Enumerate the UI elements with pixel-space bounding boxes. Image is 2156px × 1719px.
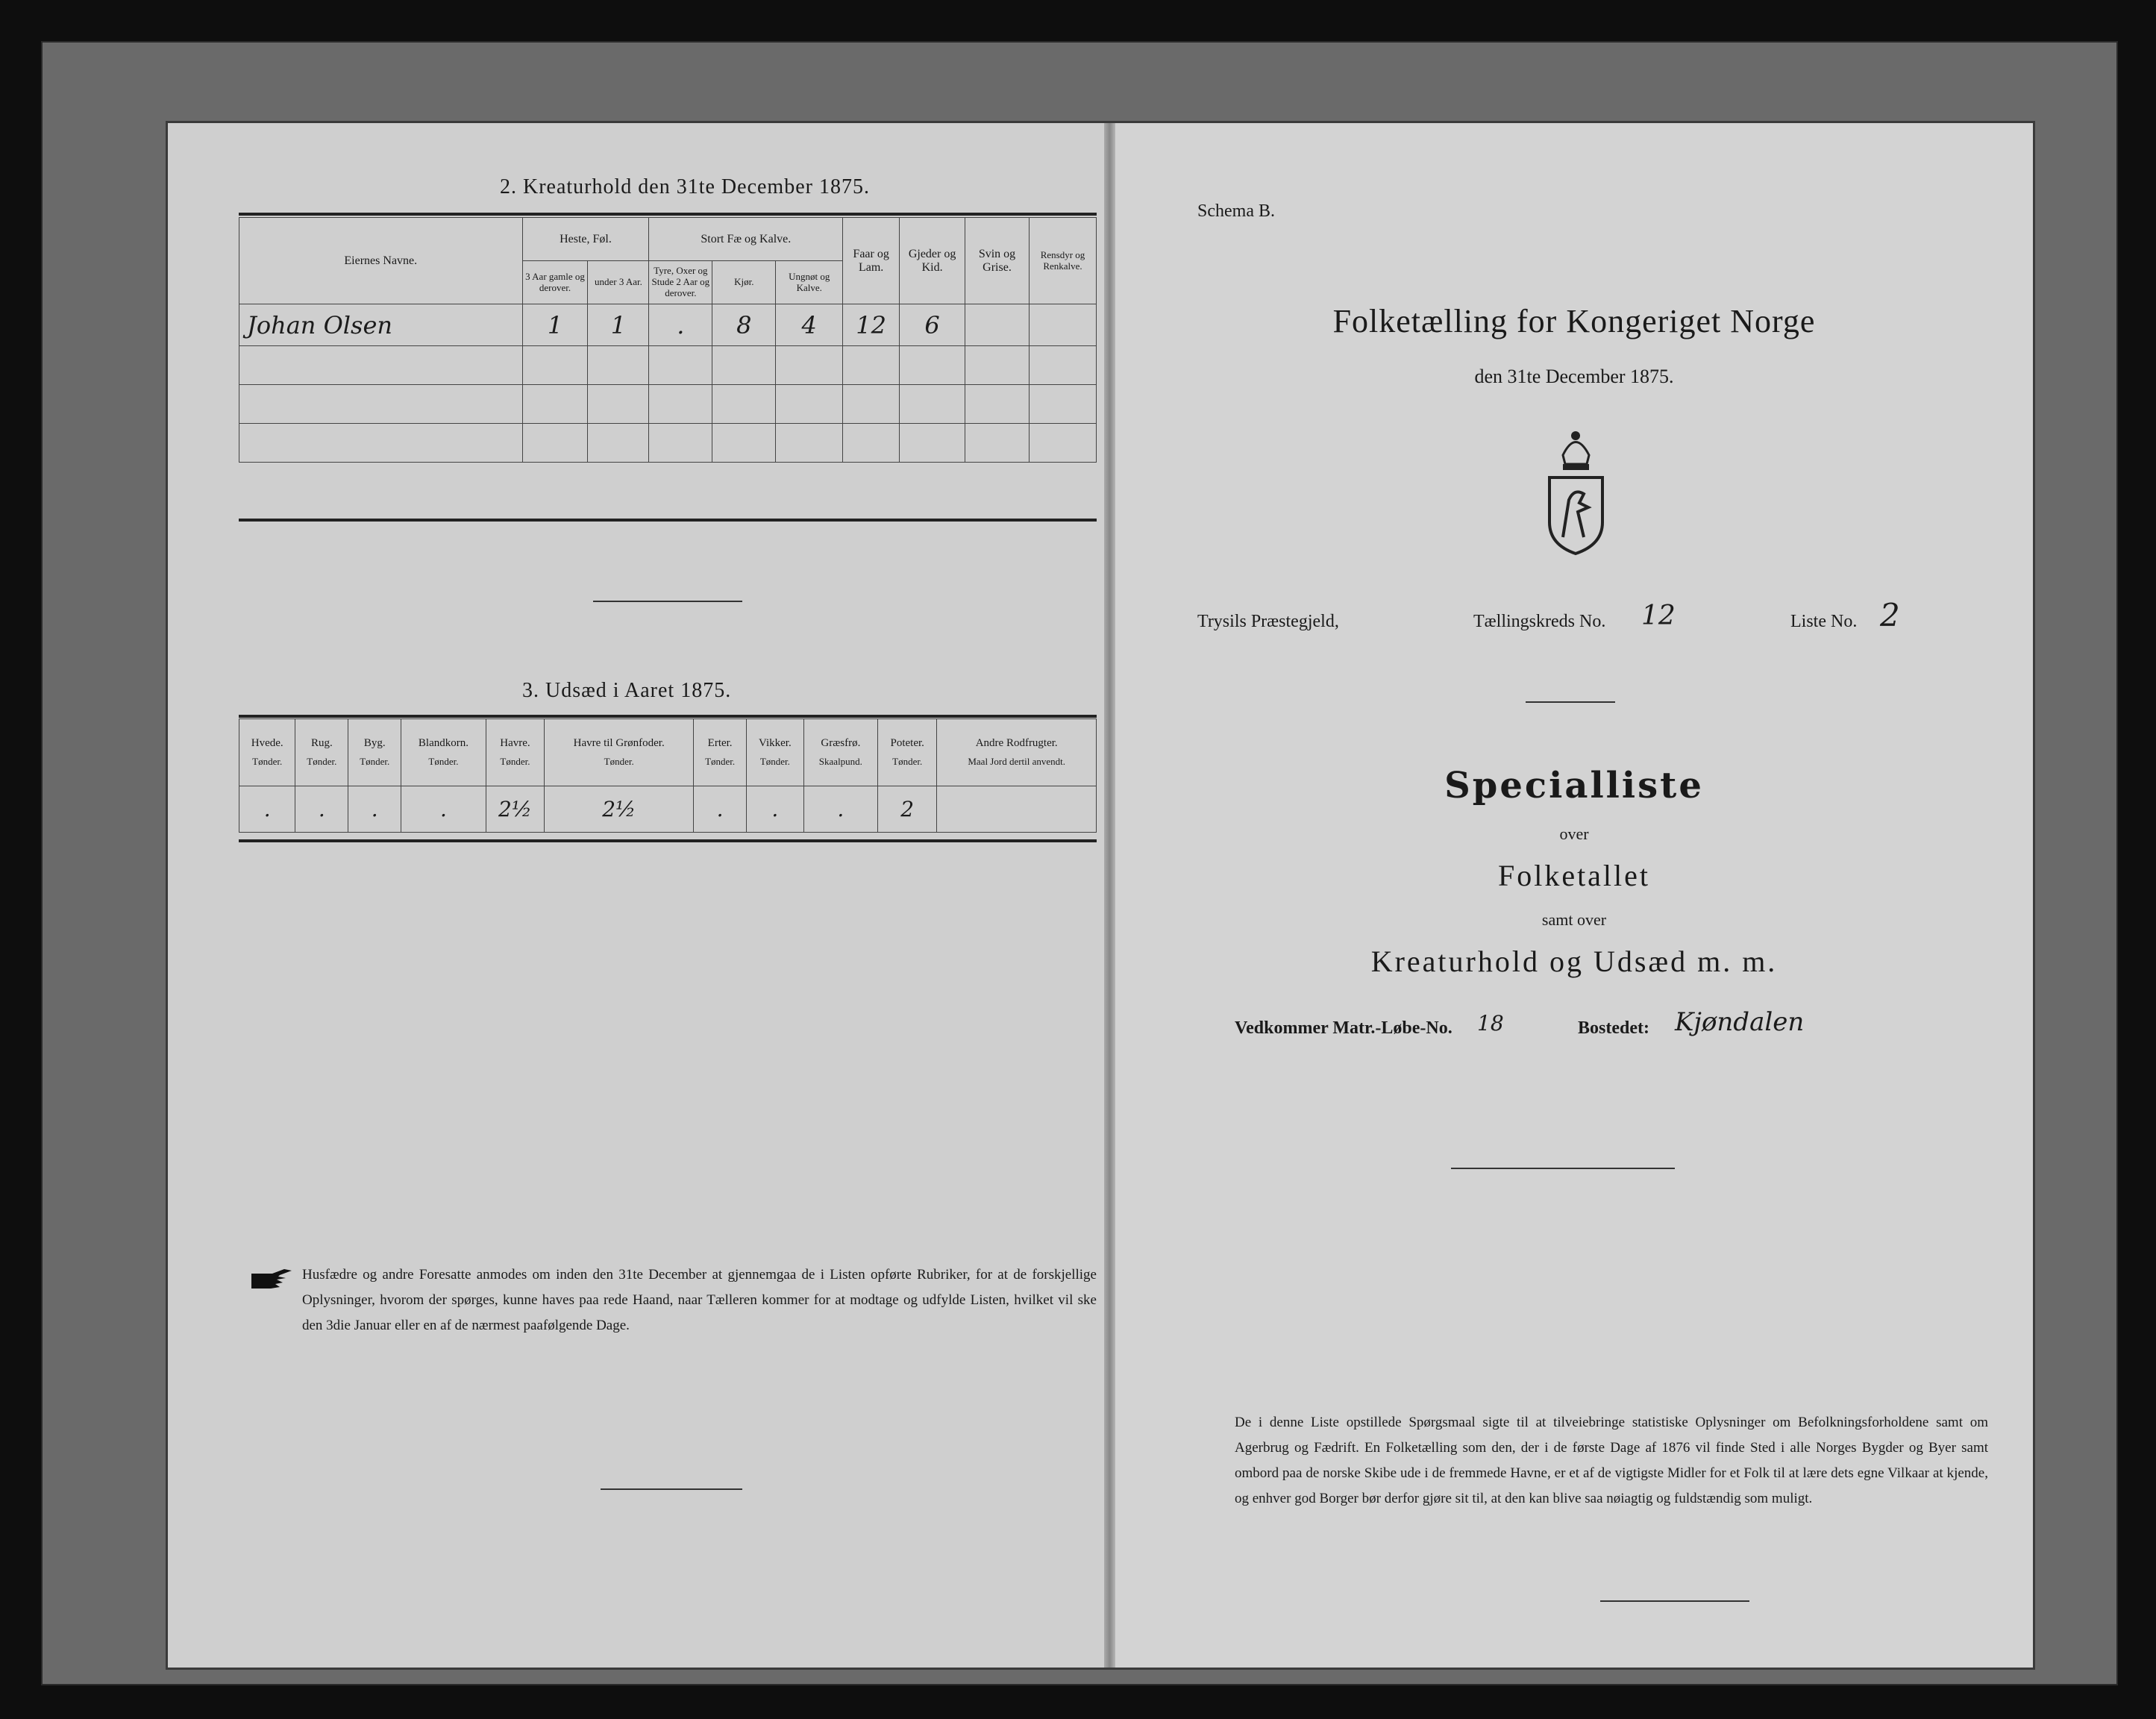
section3-heading: 3. Udsæd i Aaret 1875. bbox=[522, 679, 732, 702]
kreds-label: Tællingskreds No. bbox=[1473, 612, 1606, 631]
seed-col-header bbox=[545, 719, 694, 786]
seed-col-unit: Maal Jord dertil anvendt. bbox=[968, 755, 1066, 767]
col-stortfae: Stort Fæ og Kalve. bbox=[649, 218, 843, 261]
seed-col-header bbox=[486, 719, 545, 786]
cell-tyre: . bbox=[649, 304, 712, 346]
col-owner: Eiernes Navne. bbox=[239, 218, 523, 304]
seed-col-unit: Tønder. bbox=[705, 755, 736, 767]
page-fold bbox=[1104, 123, 1115, 1668]
seed-col-unit: Tønder. bbox=[604, 755, 634, 767]
seed-col-unit: Tønder. bbox=[360, 755, 390, 767]
col-heste-b: under 3 Aar. bbox=[588, 261, 649, 304]
col-stortfae-a: Tyre, Oxer og Stude 2 Aar og derover. bbox=[649, 261, 712, 304]
seed-value-cell: . bbox=[803, 786, 877, 833]
seed-col-name: Havre til Grønfoder. bbox=[573, 737, 665, 750]
table-row bbox=[239, 346, 1097, 385]
cell-heste-a: 1 bbox=[522, 304, 588, 346]
cell-gjeder: 6 bbox=[900, 304, 965, 346]
col-heste: Heste, Føl. bbox=[522, 218, 649, 261]
cell-kjor: 8 bbox=[712, 304, 776, 346]
seed-col-unit: Tønder. bbox=[500, 755, 530, 767]
seed-value-cell: . bbox=[295, 786, 348, 833]
seed-col-unit: Skaalpund. bbox=[818, 755, 862, 767]
liste-label: Liste No. bbox=[1790, 612, 1858, 631]
title-date: den 31te December 1875. bbox=[1474, 366, 1674, 387]
cell-faar: 12 bbox=[843, 304, 900, 346]
seed-col-unit: Tønder. bbox=[892, 755, 923, 767]
seed-value-cell: 2 bbox=[878, 786, 937, 833]
title-separator-rule bbox=[1526, 701, 1615, 703]
col-faar: Faar og Lam. bbox=[843, 218, 900, 304]
footer-text: De i denne Liste opstillede Spørgsmaal sigte til at tilveiebringe statistiske Oplysninger om Befolkningsforholdene samt om Agerbrug og Fædrift. En Folketælling som den, der i de første Dage af 1876 vil finde Sted i alle Norges Bygder og Byer samt ombord paa de norske Skibe ude i de fremmede Havne, er et af de vigtigste Midler for et Folk til at lære dets egne Vilkaar at kjende, og enhver god Borger bør derfor gjøre sit til, at den kan blive saa nøiagtig og fuldstændig som muligt. bbox=[1235, 1415, 1988, 1506]
seed-col-header bbox=[937, 719, 1097, 786]
section2-top-rule bbox=[239, 213, 1097, 216]
notice-text: Husfædre og andre Foresatte anmodes om inden den 31te December at gjennemgaa de i Listen opførte Rubriker, for at de forskjellige Oplysninger, hvorom der spørges, kunne haves paa rede Haand, naar Tælleren kommer for at modtage og udfylde Listen, hvilket vil ske den 3die Januar eller en af de nærmest paafølgende Dage. bbox=[302, 1267, 1097, 1333]
coat-of-arms-icon bbox=[1541, 425, 1611, 556]
footer-closing-rule bbox=[1600, 1600, 1749, 1602]
seed-col-name: Vikker. bbox=[759, 737, 792, 750]
kreaturhold-title: Kreaturhold og Udsæd m. m. bbox=[1370, 945, 1778, 978]
seed-col-name: Erter. bbox=[707, 737, 733, 750]
table-row bbox=[239, 304, 1097, 346]
separator-rule bbox=[593, 601, 742, 602]
col-stortfae-b: Kjør. bbox=[712, 261, 776, 304]
seed-col-unit: Tønder. bbox=[307, 755, 337, 767]
table-row bbox=[239, 786, 1097, 833]
kreds-no: 12 bbox=[1641, 601, 1676, 631]
over-text-1: over bbox=[1559, 824, 1589, 843]
footer-separator-rule bbox=[1451, 1168, 1675, 1169]
seed-col-header bbox=[878, 719, 937, 786]
seed-col-name: Poteter. bbox=[890, 737, 924, 750]
seed-col-header bbox=[239, 719, 295, 786]
seed-value-cell: 2½ bbox=[486, 786, 545, 833]
seed-col-name: Havre. bbox=[500, 737, 530, 750]
seed-col-header bbox=[295, 719, 348, 786]
pointing-hand-icon bbox=[250, 1266, 295, 1291]
seed-value-cell: . bbox=[747, 786, 804, 833]
seed-col-header bbox=[348, 719, 401, 786]
seed-col-unit: Tønder. bbox=[428, 755, 459, 767]
seed-value-cell: . bbox=[348, 786, 401, 833]
seed-col-header bbox=[803, 719, 877, 786]
col-rensdyr: Rensdyr og Renkalve. bbox=[1029, 218, 1096, 304]
cell-ungnot: 4 bbox=[776, 304, 843, 346]
cell-rensdyr bbox=[1029, 304, 1096, 346]
prestegjeld-label: Præstegjeld, bbox=[1250, 612, 1339, 631]
right-page bbox=[1115, 123, 2033, 1668]
livestock-table bbox=[239, 217, 1097, 463]
seed-table bbox=[239, 718, 1097, 833]
seed-col-name: Rug. bbox=[310, 737, 333, 750]
prestegjeld-prefix: Trysils bbox=[1197, 612, 1247, 631]
seed-value-cell bbox=[937, 786, 1097, 833]
seed-col-header bbox=[747, 719, 804, 786]
seed-value-cell: . bbox=[694, 786, 747, 833]
col-gjeder: Gjeder og Kid. bbox=[900, 218, 965, 304]
seed-col-header bbox=[401, 719, 486, 786]
bosted-label: Bostedet: bbox=[1578, 1018, 1649, 1038]
matr-label: Vedkommer Matr.-Løbe-No. bbox=[1235, 1018, 1453, 1038]
cell-heste-b: 1 bbox=[588, 304, 649, 346]
seed-col-header bbox=[694, 719, 747, 786]
section2-heading: 2. Kreaturhold den 31te December 1875. bbox=[500, 175, 870, 198]
seed-col-name: Blandkorn. bbox=[418, 737, 469, 750]
owner-name: Johan Olsen bbox=[239, 304, 523, 346]
col-heste-a: 3 Aar gamle og derover. bbox=[522, 261, 588, 304]
bosted-value: Kjøndalen bbox=[1675, 1007, 1805, 1037]
seed-col-name: Byg. bbox=[363, 737, 386, 750]
col-stortfae-c: Ungnøt og Kalve. bbox=[776, 261, 843, 304]
schema-label: Schema B. bbox=[1197, 201, 1275, 221]
section2-bottom-rule bbox=[239, 519, 1097, 522]
census-sheet bbox=[168, 123, 2033, 1668]
seed-value-cell: . bbox=[239, 786, 295, 833]
closing-rule bbox=[601, 1488, 742, 1490]
seed-value-cell: 2½ bbox=[545, 786, 694, 833]
section3-bottom-rule bbox=[239, 839, 1097, 842]
seed-col-name: Græsfrø. bbox=[821, 737, 861, 750]
samt-over-text: samt over bbox=[1541, 910, 1607, 929]
seed-value-cell: . bbox=[401, 786, 486, 833]
folketallet-title: Folketallet bbox=[1497, 859, 1651, 892]
section3-top-rule bbox=[239, 715, 1097, 718]
liste-no: 2 bbox=[1880, 597, 1900, 633]
cell-svin bbox=[965, 304, 1030, 346]
seed-col-name: Hvede. bbox=[251, 737, 283, 750]
seed-col-name: Andre Rodfrugter. bbox=[975, 737, 1058, 750]
col-svin: Svin og Grise. bbox=[965, 218, 1030, 304]
table-row bbox=[239, 385, 1097, 424]
specialliste-title: Specialliste bbox=[1444, 765, 1704, 807]
left-page bbox=[168, 123, 1104, 1668]
seed-col-unit: Tønder. bbox=[252, 755, 283, 767]
table-row bbox=[239, 424, 1097, 463]
matr-no: 18 bbox=[1477, 1011, 1504, 1036]
main-title: Folketælling for Kongeriget Norge bbox=[1332, 303, 1816, 339]
seed-col-unit: Tønder. bbox=[759, 755, 790, 767]
